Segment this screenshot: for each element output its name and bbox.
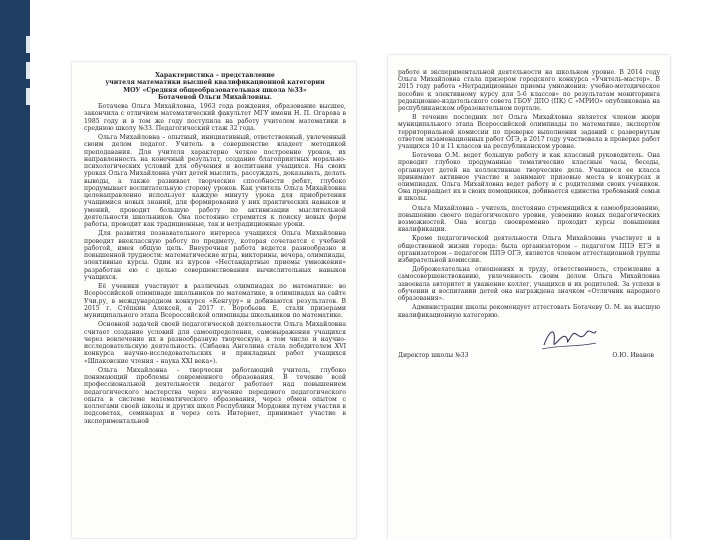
title-line: МОУ «Средняя общеобразовательная школа №33» — [123, 86, 307, 94]
director-label: Директор школы №33 — [398, 351, 469, 359]
sidebar-stripe — [26, 62, 30, 79]
sidebar-stripe — [26, 88, 30, 105]
sidebar-stripe — [26, 36, 30, 53]
paragraph: Основной задачей своей педагогической деятельности Ольга Михайловна считает создание условий для самоопределения, самовыражения учащихся через вовлечение их в разнообразную творческую, в том числе и научно-исследовательскую деятельность. (Сибаева Ангелина стала победителем XVI конкурса научно-исследовательских и прикладных работ учащихся «Шпаковские чтения – наука XXI века»). — [84, 321, 346, 365]
paragraph: Ольга Михайловна – учитель, постоянно стремящийся к самообразованию, повышению своего педагогического уровня, усвоению новых педагогических возможностей. Она всегда своевременно проходит курсы повышения квалификации. — [398, 204, 660, 234]
paragraph: В течение последних лет Ольга Михайловна является членом жюри муниципального этапа Всероссийской олимпиады по математике, экспертом территориальной комиссии по проверке выполнения заданий с развернутым ответом экзаменационных работ ОГЭ, в 2017 году участвовала в проверке работ учащихся 10 и 11 классов на республиканском уровне. — [398, 114, 660, 151]
document-page-left — [72, 62, 356, 538]
title-line: Характеристика – представление — [155, 72, 275, 79]
paragraph: Кроме педагогической деятельности Ольга Михайловна участвует и в общественной жизни города: была организатором – педагогом ППЭ ЕГЭ и организатором – педагогом ППЭ ОГЭ, является членом аттестационной группы избирательной комиссии. — [398, 235, 660, 265]
paragraph: Ольга Михайловна – творчески работающий учитель, глубоко понимающий проблемы современного образования. В течение всей профессиональной деятельности педагог работает над повышением педагогического мастерства через изучение передового педагогического опыта в системе математического образования, через обмен опытом с коллегами своей школы и других школ Республики Мордовия путем участия в педсоветах, семинарах и через сеть Интернет, принимает участие в экспериментальной — [84, 366, 346, 425]
paragraph: Её ученики участвуют в различных олимпиадах по математике: во Всероссийской олимпиаде школьников по математике, в олимпиадах на сайте Учи.ру, в международном конкурсе «Кенгуру» и добиваются результатов. В 2015 г. Стёпкин Алексей, а 2017 г. Воробьева Е. стали призерами муниципального этапа Всероссийской олимпиады школьников по математике. — [84, 283, 346, 319]
paragraph: работе и экспериментальной деятельности на школьном уровне. В 2014 году Ольга Михайловна стала призером городского конкурса «Учитель-мастер». В 2015 году работа «Нетрадиционные приемы умножения: учебно-методическое пособие к элективному курсу для 5-6 классов» по результатам мониторинга редакционно-издательского совета ГБОУ ДПО (ПК) С «МРИО» опубликована на республиканском образовательном портале. — [398, 69, 660, 113]
signature-row — [398, 339, 660, 359]
paragraph: Ботачева Ольга Михайловна, 1963 года рождения, образование высшее, закончила с отличием математический факультет МГУ имени Н. П. Огарева в 1985 году и в том же году поступила на работу учителем математики в среднюю школу №33. Педагогический стаж 32 года. — [84, 103, 346, 132]
director-name: О.Ю. Иванов — [612, 351, 654, 359]
page-left-text — [84, 72, 346, 534]
paragraph: Для развития познавательного интереса учащихся Ольга Михайловна проводит внеклассную работу по предмету, которая сочетается с учебной работой, имея общую цель. Внеурочная работа ведется разнообразно и повышенной трудности: математические игры, викторины, вечера, олимпиады, элективные курсы. Один из курсов «Нестандартные приемы умножения» разработан ею с целью совершенствования вычислительных навыков учащихся. — [84, 230, 346, 281]
title-line: Ботачевой Ольги Михайловны. — [158, 93, 272, 101]
paragraph: Доброжелательна отношениях и труду, ответственность, стремление к самосовершенствованию, увлеченность своим делом Ольга Михайловна завоевала авторитет и уважение коллег, учащихся и их родителей. За успехи в обучении и воспитании детей она награждена значком «Отличник народного образования». — [398, 266, 660, 303]
paragraph: Ольга Михайловна – опытный, инициативный, ответственный, увлеченный своим делом педагог. Учитель в совершенстве владеет методикой преподавания. Для учителя характерно четкое построение уроков, их направленность на конечный результат, создание благоприятных морально-психологических условий для обучения и воспитания учащихся. На своих уроках Ольга Михайловна учит детей мыслить, рассуждать, доказывать, делать выводы, а также развивает творческие способности ребят, глубоко продумывает воспитательную сторону уроков. Как учитель Ольга Михайловна целенаправленно использует каждую минуту урока для приобретения учащимися новых знаний, для формирования у них практических навыков и умений, проводит большую работу по активизации мыслительной деятельности школьников. Она постоянно стремится к поиску новых форм работы, проводит как традиционные, так и нетрадиционные уроки. — [84, 134, 346, 228]
document-title — [84, 72, 346, 101]
left-sidebar-bar — [0, 0, 30, 540]
document-page-right — [388, 55, 670, 540]
handwritten-signature-icon — [540, 323, 598, 353]
paragraph: Ботачева О.М. ведет большую работу и как классный руководитель. Она проводит глубоко продуманные тематические классные часы, беседы, организует детей на коллективные творческие дела. Учащиеся ее класса принимают активное участие и занимают призовые места в конкурсах и олимпиадах. Ольга Михайловна ведет работу и с родителями своих учеников. Она превращает их в своих помощников, добивается единства требований семьи и школы. — [398, 152, 660, 203]
page-right-text — [398, 69, 660, 536]
title-line: учителя математики высшей квалификационной категории — [105, 79, 325, 87]
paragraph: Администрация школы рекомендует аттестовать Ботачеву О. М. на высшую квалификационную категорию. — [398, 304, 660, 319]
